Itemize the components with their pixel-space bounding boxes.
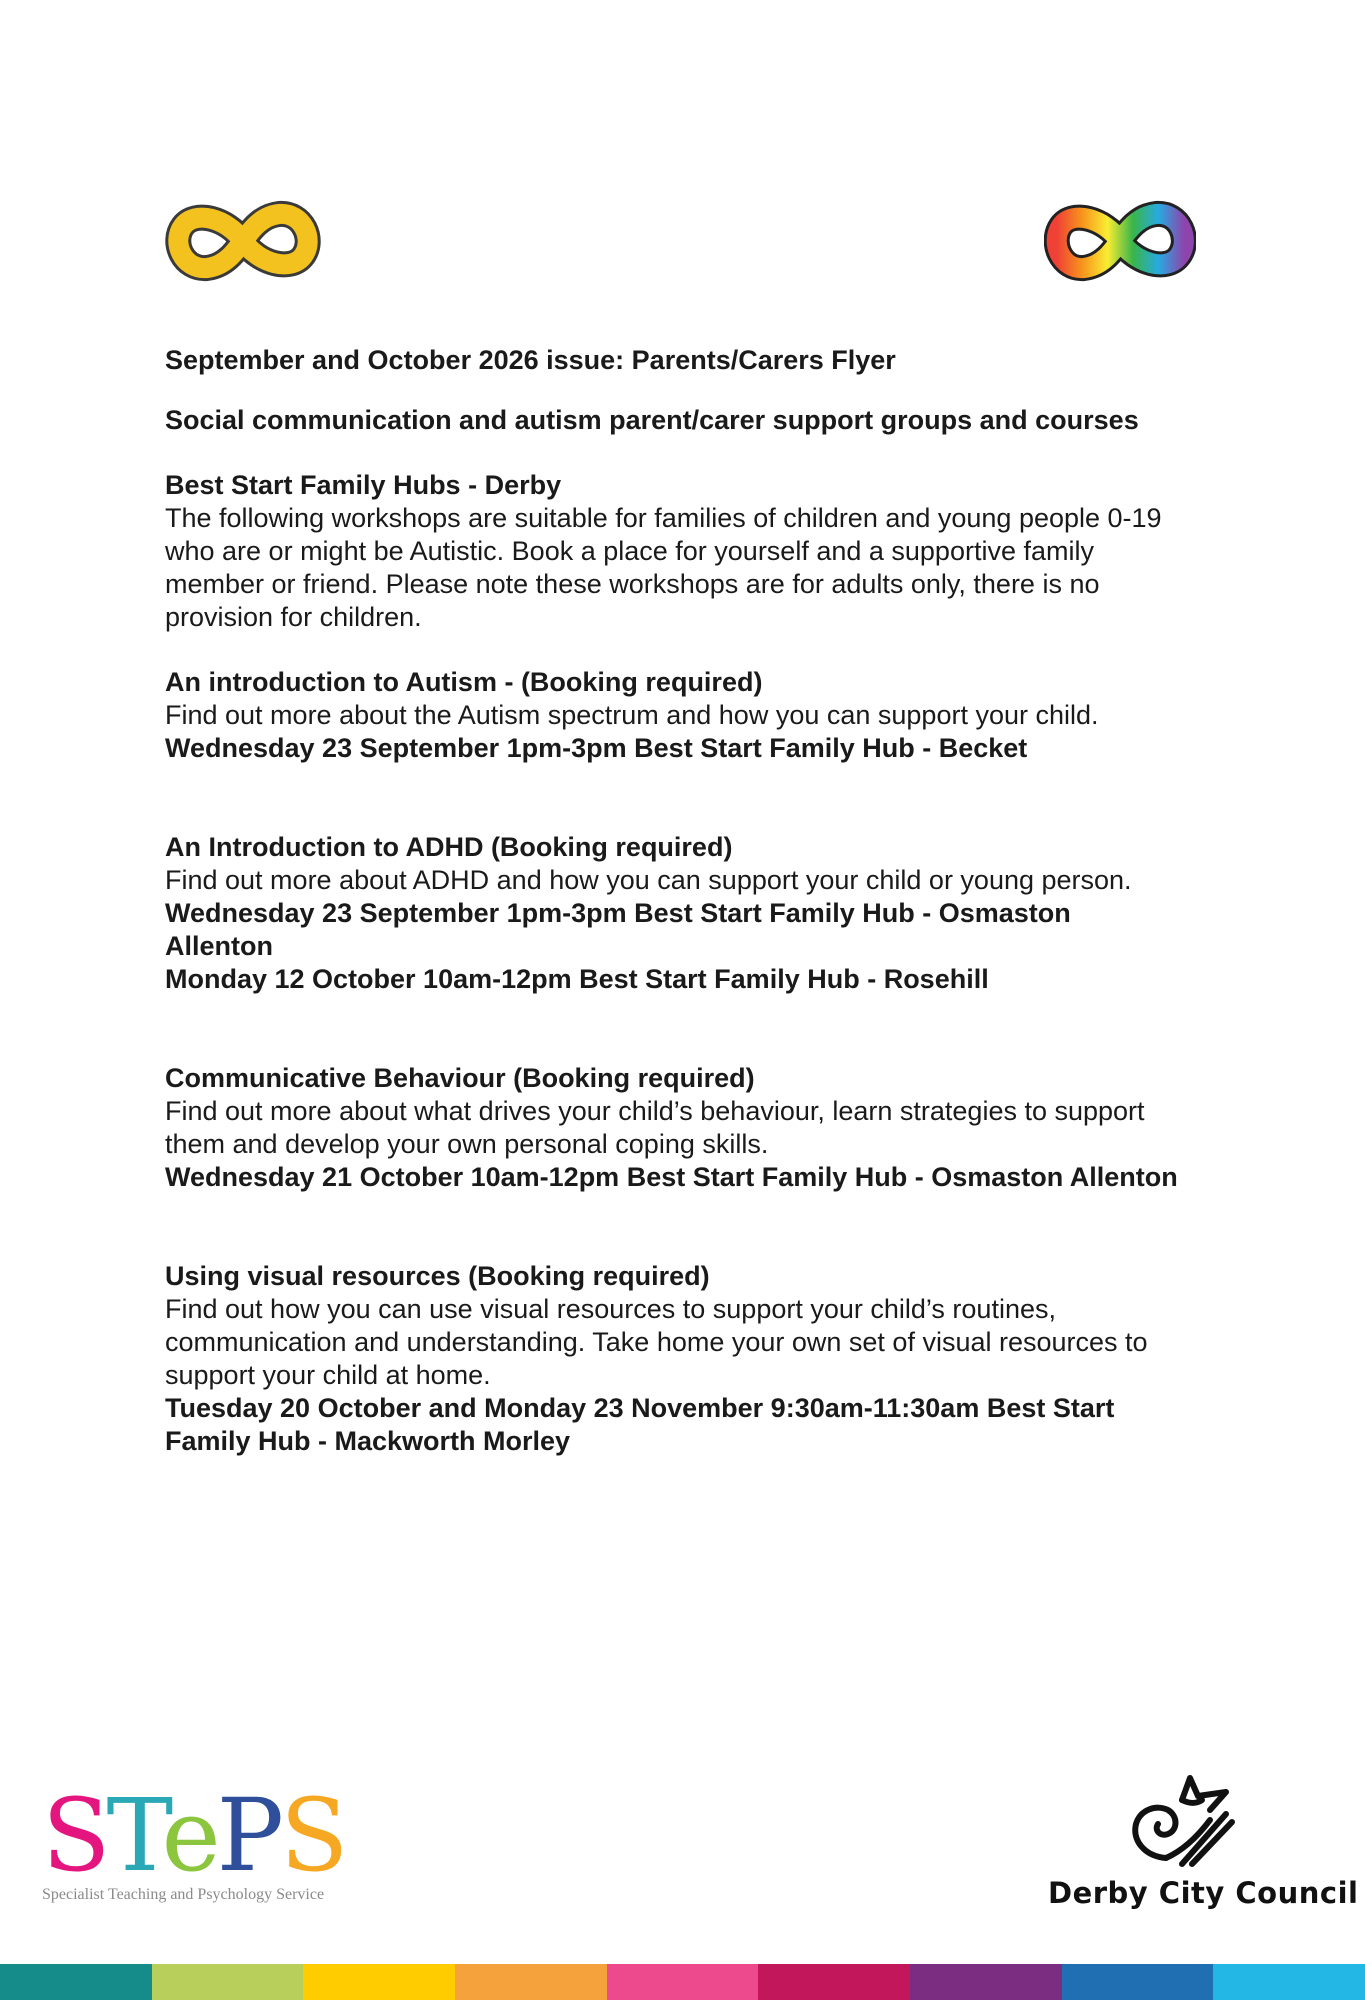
workshop-title: An Introduction to ADHD (Booking required) <box>165 832 733 862</box>
derby-ram-icon <box>1126 1770 1236 1870</box>
workshop-title: Using visual resources (Booking required) <box>165 1261 710 1291</box>
steps-logo <box>42 1777 382 1906</box>
colour-bar-segment <box>607 1964 759 2000</box>
colour-bar-segment <box>758 1964 910 2000</box>
workshop-description: communication and understanding. Take home your own set of visual resources to <box>165 1327 1148 1357</box>
workshop-description: them and develop your own personal coping skills. <box>165 1129 769 1159</box>
colour-bar-segment <box>0 1964 152 2000</box>
intro-paragraph <box>165 502 1225 634</box>
workshop-title: Communicative Behaviour (Booking required) <box>165 1063 755 1093</box>
colour-bar-segment <box>1213 1964 1365 2000</box>
colour-bar-segment <box>1062 1964 1214 2000</box>
steps-letter: T <box>106 1777 162 1894</box>
flyer-content <box>165 344 1225 1458</box>
workshop-autism <box>165 666 1225 765</box>
intro-line: who are or might be Autistic. Book a place for yourself and a supportive family <box>165 536 1094 566</box>
workshop-description: support your child at home. <box>165 1360 491 1390</box>
workshop-session: Tuesday 20 October and Monday 23 November 9:30am-11:30am Best Start <box>165 1393 1115 1423</box>
rainbow-infinity-icon <box>1044 198 1196 284</box>
colour-bar-segment <box>910 1964 1062 2000</box>
workshop-session: Wednesday 23 September 1pm-3pm Best Start Family Hub - Osmaston <box>165 898 1071 928</box>
colour-bar <box>0 1964 1365 2000</box>
derby-city-council-logo <box>1040 1770 1359 1920</box>
steps-wordmark <box>42 1777 345 1894</box>
workshop-description: Find out more about ADHD and how you can support your child or young person. <box>165 865 1132 895</box>
flyer-title: September and October 2026 issue: Parents/Carers Flyer <box>165 345 896 375</box>
workshop-adhd <box>165 831 1225 996</box>
rainbow-infinity-logo <box>1044 198 1196 284</box>
workshop-title: An introduction to Autism - (Booking required) <box>165 667 763 697</box>
workshop-description: Find out more about the Autism spectrum and how you can support your child. <box>165 700 1099 730</box>
gold-infinity-icon <box>165 198 321 284</box>
steps-letter: S <box>279 1777 345 1894</box>
steps-tagline: Specialist Teaching and Psychology Service <box>42 1886 325 1903</box>
workshop-session: Wednesday 23 September 1pm-3pm Best Start Family Hub - Becket <box>165 733 1028 763</box>
colour-bar-segment <box>455 1964 607 2000</box>
colour-bar-segment <box>152 1964 304 2000</box>
gold-infinity-logo <box>165 198 321 284</box>
steps-letter: S <box>42 1777 107 1894</box>
workshop-description: Find out how you can use visual resources to support your child’s routines, <box>165 1294 1056 1324</box>
council-name: Derby City Council <box>1048 1876 1359 1910</box>
steps-letter: e <box>161 1777 217 1894</box>
steps-letter: P <box>216 1777 280 1894</box>
workshop-communicative-behaviour <box>165 1062 1225 1194</box>
intro-line: member or friend. Please note these workshops are for adults only, there is no <box>165 569 1100 599</box>
intro-line: The following workshops are suitable for families of children and young people 0-19 <box>165 503 1162 533</box>
workshop-session: Monday 12 October 10am-12pm Best Start Family Hub - Rosehill <box>165 964 989 994</box>
hub-heading: Best Start Family Hubs - Derby <box>165 470 562 500</box>
intro-line: provision for children. <box>165 602 422 632</box>
colour-bar-segment <box>303 1964 455 2000</box>
workshop-visual-resources <box>165 1260 1225 1458</box>
workshop-session: Allenton <box>165 931 273 961</box>
workshop-session: Wednesday 21 October 10am-12pm Best Start Family Hub - Osmaston Allenton <box>165 1162 1178 1192</box>
workshop-session: Family Hub - Mackworth Morley <box>165 1426 571 1456</box>
workshop-description: Find out more about what drives your child’s behaviour, learn strategies to support <box>165 1096 1145 1126</box>
flyer-subtitle: Social communication and autism parent/carer support groups and courses <box>165 405 1139 435</box>
